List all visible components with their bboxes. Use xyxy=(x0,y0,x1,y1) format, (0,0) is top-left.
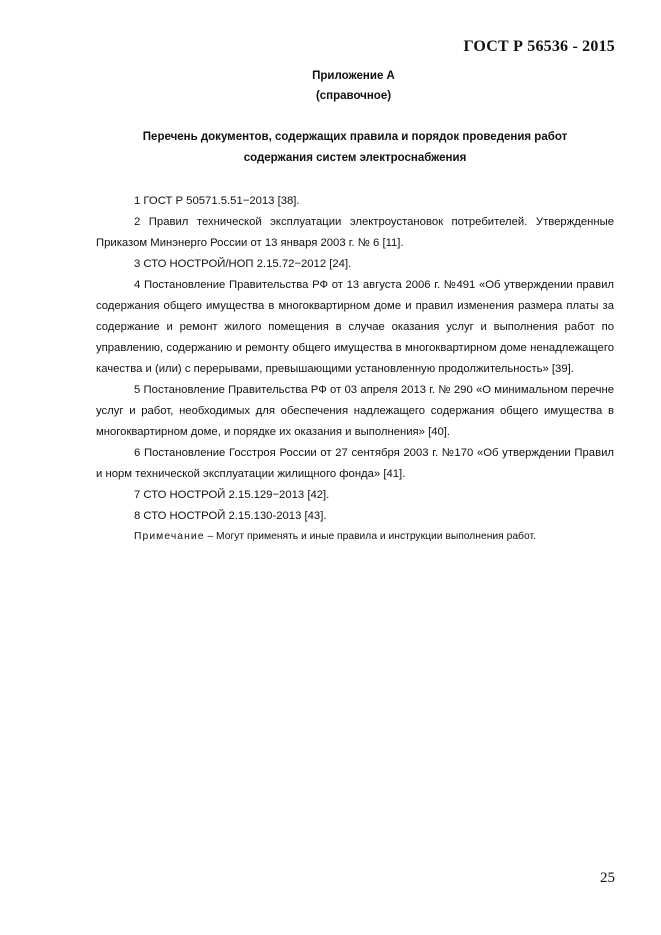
list-item: 4 Постановление Правительства РФ от 13 августа 2006 г. №491 «Об утверждении правил содержания общего имущества в многоквартирном доме и правил изменения размера платы за содержание и ремонт жилого помещения в случае оказания услуг и выполнения работ по управлению, содержанию и ремонту общего имущества в многоквартирном доме ненадлежащего качества и (или) с перерывами, превышающими установленную продолжительность» [39]. xyxy=(96,279,614,375)
note-label: Примечание xyxy=(134,531,205,542)
list-item: 7 СТО НОСТРОЙ 2.15.129−2013 [42]. xyxy=(134,489,330,501)
list-title-line-1: Перечень документов, содержащих правила и порядок проведения работ xyxy=(142,131,568,143)
list-item: 6 Постановление Госстроя России от 27 сентября 2003 г. №170 «Об утверждении Правил и норм технической эксплуатации жилищного фонда» [41]. xyxy=(96,447,614,480)
list-item: 2 Правил технической эксплуатации электроустановок потребителей. Утвержденные Приказом Минэнерго России от 13 января 2003 г. № 6 [11]. xyxy=(96,216,614,249)
note-text: – Могут применять и иные правила и инструкции выполнения работ. xyxy=(204,531,536,542)
appendix-subtitle: (справочное) xyxy=(315,90,392,102)
document-list xyxy=(96,191,614,547)
list-title-line-2: содержания систем электроснабжения xyxy=(243,152,467,164)
page-number: 25 xyxy=(600,870,615,886)
list-item: 1 ГОСТ Р 50571.5.51−2013 [38]. xyxy=(134,195,300,207)
appendix-heading xyxy=(0,66,661,106)
list-item: 5 Постановление Правительства РФ от 03 апреля 2013 г. № 290 «О минимальном перечне услуг и работ, необходимых для обеспечения надлежащего содержания общего имущества в многоквартирном доме, и порядке их оказания и выполнения» [40]. xyxy=(96,384,614,438)
document-code: ГОСТ Р 56536 - 2015 xyxy=(463,38,615,55)
list-title xyxy=(96,127,614,169)
list-item: 8 СТО НОСТРОЙ 2.15.130-2013 [43]. xyxy=(134,510,327,522)
appendix-title: Приложение А xyxy=(312,70,395,82)
note xyxy=(96,527,614,547)
list-item: 3 СТО НОСТРОЙ/НОП 2.15.72−2012 [24]. xyxy=(134,258,352,270)
